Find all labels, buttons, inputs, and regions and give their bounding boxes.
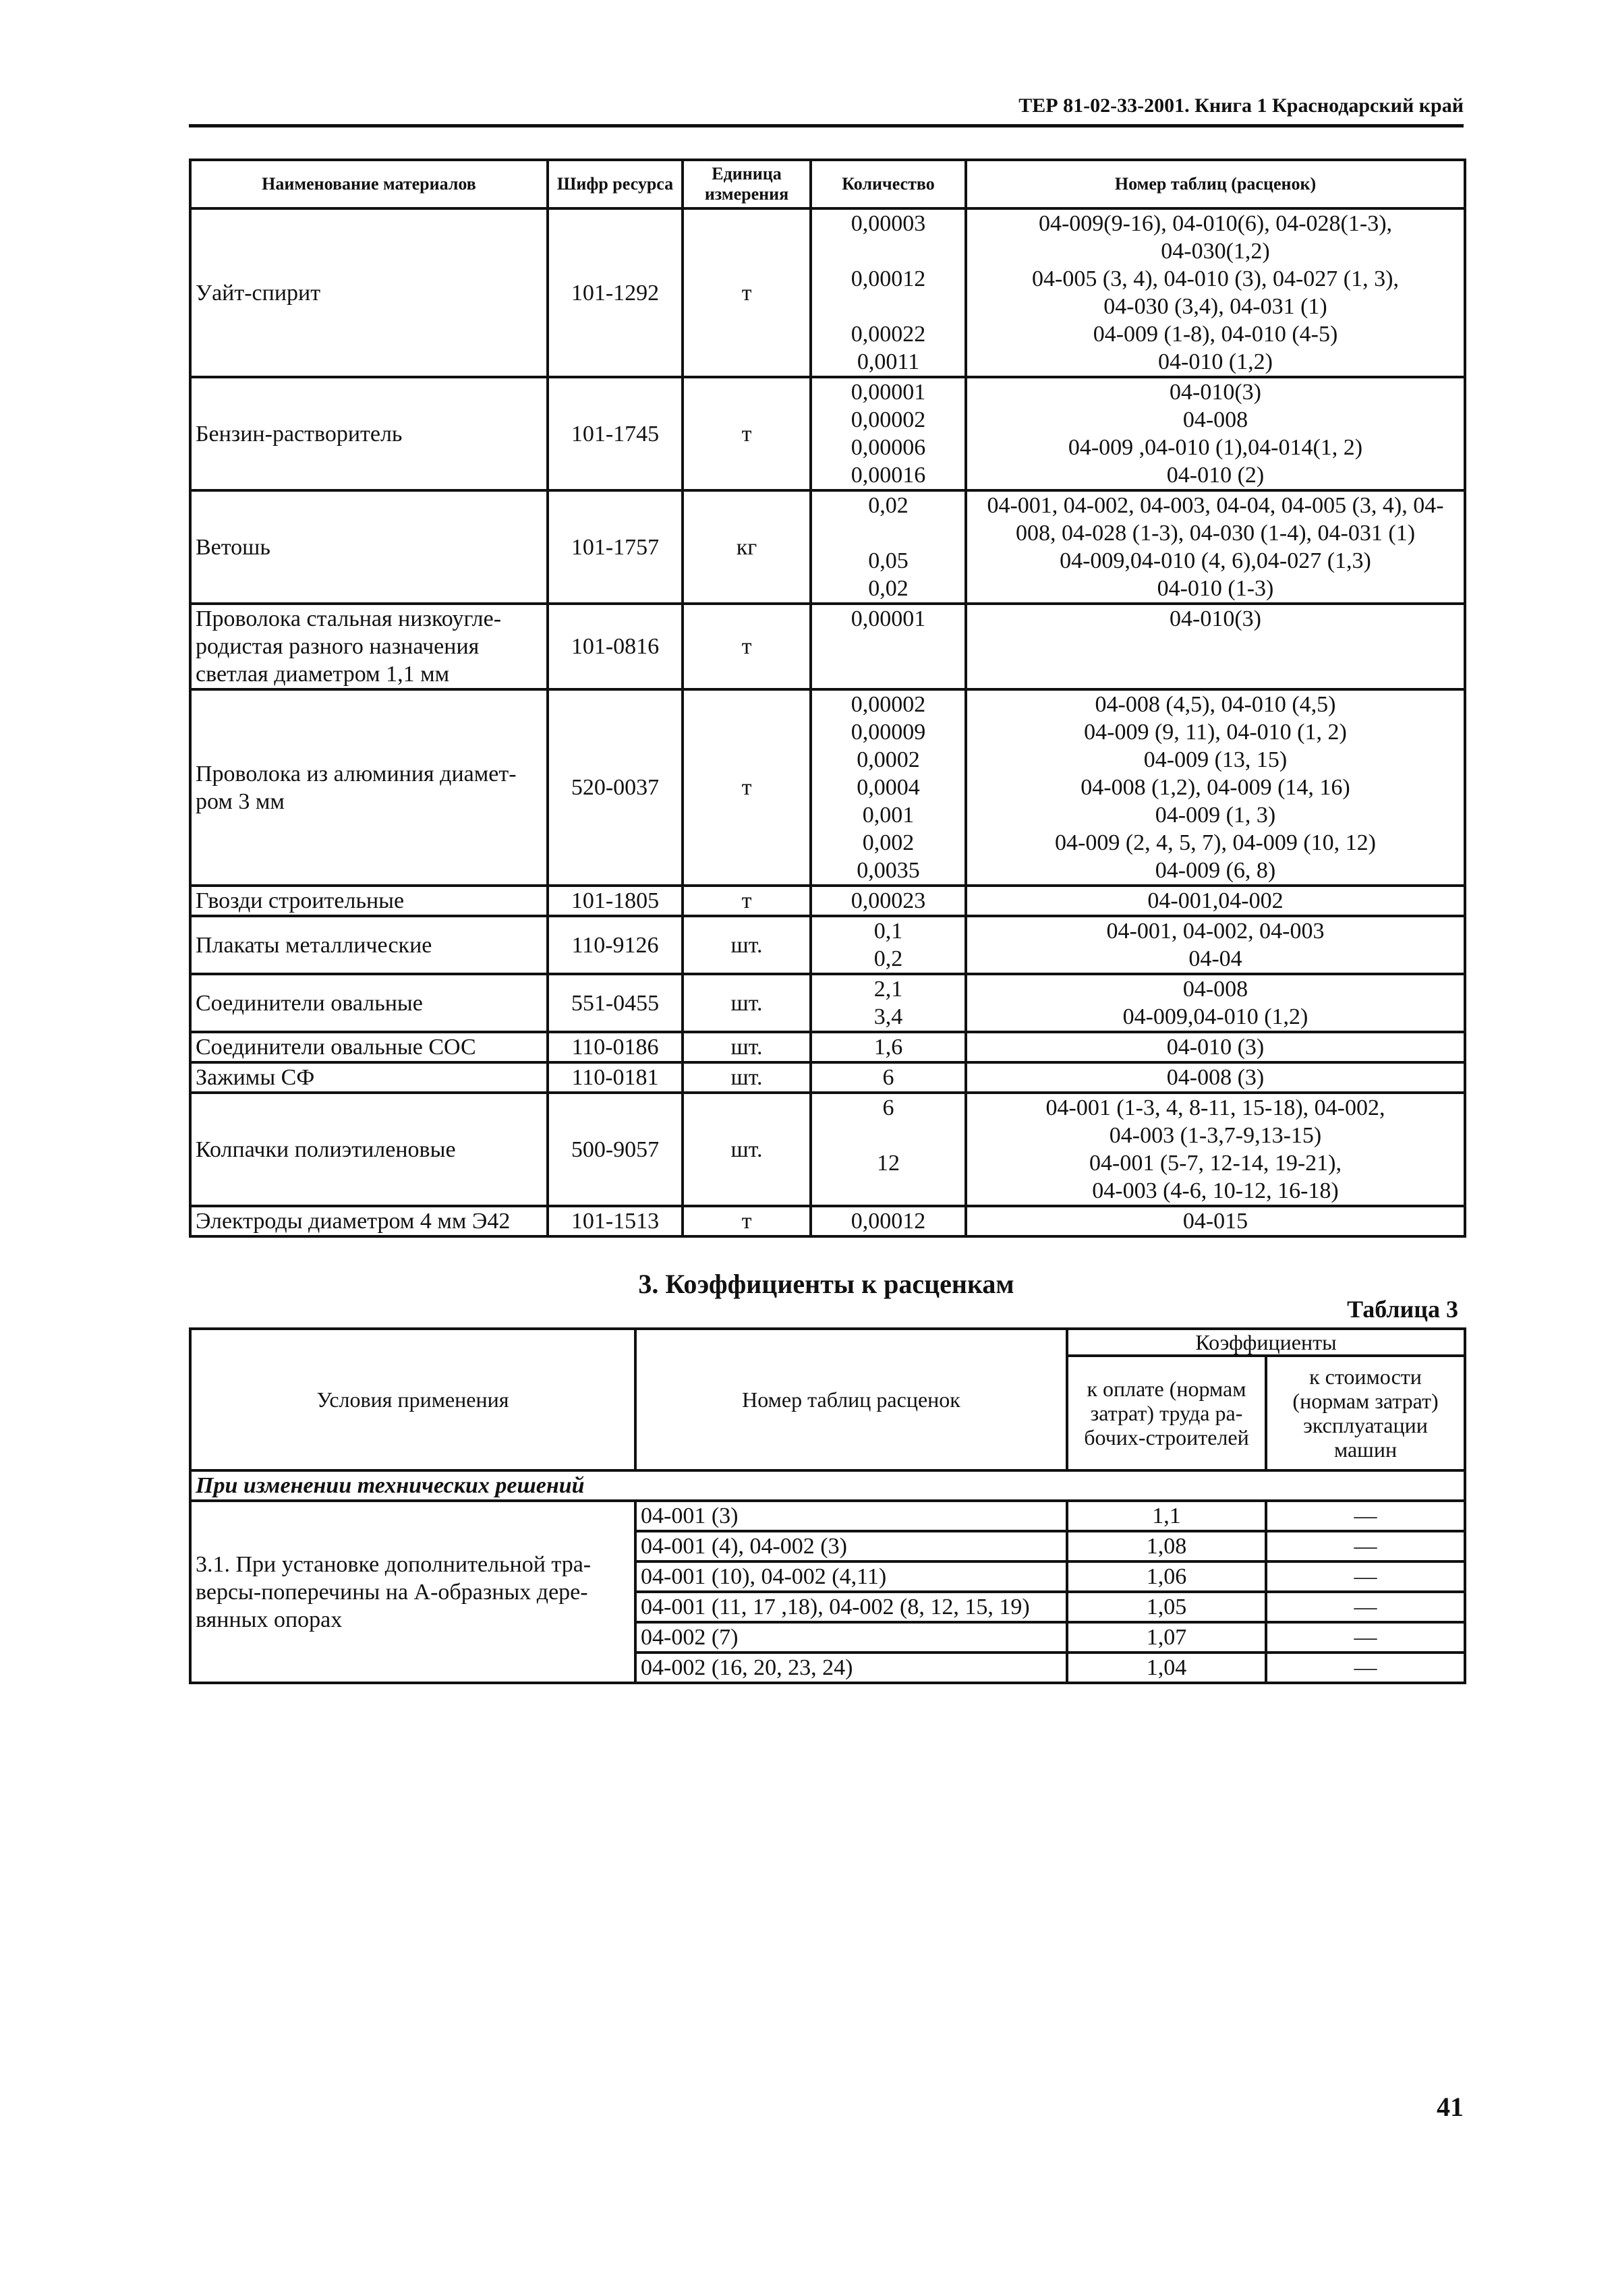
material-name: Проволока стальная низкоугле- родистая разного назначения светлая диаметром 1,1 мм bbox=[190, 604, 548, 689]
col-header-conditions: Условия применения bbox=[190, 1329, 635, 1470]
resource-code: 101-1745 bbox=[548, 377, 683, 490]
labor-coefficient: 1,06 bbox=[1067, 1561, 1266, 1592]
quantity: 6 bbox=[811, 1062, 966, 1093]
quantity: 0,00023 bbox=[811, 886, 966, 916]
quantity: 0,00003 0,00012 0,00022 0,0011 bbox=[811, 208, 966, 377]
resource-code: 101-1292 bbox=[548, 208, 683, 377]
unit: шт. bbox=[683, 1062, 811, 1093]
col-header-coefficients: Коэффициенты bbox=[1067, 1329, 1465, 1356]
machines-coefficient: — bbox=[1266, 1653, 1465, 1683]
labor-coefficient: 1,04 bbox=[1067, 1653, 1266, 1683]
col-header-code: Шифр ресурса bbox=[548, 160, 683, 208]
table-row bbox=[190, 916, 1465, 974]
resource-code: 520-0037 bbox=[548, 689, 683, 886]
rate-table-number: 04-001 (10), 04-002 (4,11) bbox=[635, 1561, 1067, 1592]
table-row bbox=[190, 377, 1465, 490]
unit: шт. bbox=[683, 916, 811, 974]
material-name: Колпачки полиэтиленовые bbox=[190, 1093, 548, 1206]
machines-coefficient: — bbox=[1266, 1592, 1465, 1622]
material-name: Соединители овальные bbox=[190, 974, 548, 1032]
rate-tables: 04-010(3) bbox=[966, 604, 1465, 689]
resource-code: 101-1805 bbox=[548, 886, 683, 916]
quantity: 0,00001 bbox=[811, 604, 966, 689]
unit: шт. bbox=[683, 1032, 811, 1062]
resource-code: 110-0186 bbox=[548, 1032, 683, 1062]
unit: т bbox=[683, 886, 811, 916]
machines-coefficient: — bbox=[1266, 1622, 1465, 1653]
section-title: 3. Коэффициенты к расценкам bbox=[638, 1269, 1014, 1299]
rate-tables: 04-001, 04-002, 04-003, 04-04, 04-005 (3, 4), 04- 008, 04-028 (1-3), 04-030 (1-4), 04-031 (1) 04-009,04-010 (4, 6),04-027 (1,3) 04-010 (1-3) bbox=[966, 490, 1465, 604]
table-row bbox=[190, 974, 1465, 1032]
unit: шт. bbox=[683, 1093, 811, 1206]
rate-tables: 04-001, 04-002, 04-003 04-04 bbox=[966, 916, 1465, 974]
resource-code: 101-0816 bbox=[548, 604, 683, 689]
col-header-labor: к оплате (нормам затрат) труда ра-бочих-строителей bbox=[1067, 1356, 1266, 1470]
unit: кг bbox=[683, 490, 811, 604]
rate-table-number: 04-001 (3) bbox=[635, 1501, 1067, 1531]
table-row bbox=[190, 1501, 1465, 1531]
material-name: Бензин-растворитель bbox=[190, 377, 548, 490]
materials-table bbox=[189, 159, 1466, 1238]
rate-tables: 04-010(3) 04-008 04-009 ,04-010 (1),04-014(1, 2) 04-010 (2) bbox=[966, 377, 1465, 490]
unit: шт. bbox=[683, 974, 811, 1032]
resource-code: 500-9057 bbox=[548, 1093, 683, 1206]
col-header-tables: Номер таблиц (расценок) bbox=[966, 160, 1465, 208]
col-header-unit: Единица измерения bbox=[683, 160, 811, 208]
col-header-machines: к стоимости (нормам затрат) эксплуатации машин bbox=[1266, 1356, 1465, 1470]
quantity: 1,6 bbox=[811, 1032, 966, 1062]
material-name: Уайт-спирит bbox=[190, 208, 548, 377]
material-name: Соединители овальные СОС bbox=[190, 1032, 548, 1062]
material-name: Ветошь bbox=[190, 490, 548, 604]
table-row bbox=[190, 689, 1465, 886]
rate-tables: 04-008 04-009,04-010 (1,2) bbox=[966, 974, 1465, 1032]
resource-code: 110-9126 bbox=[548, 916, 683, 974]
col-header-quantity: Количество bbox=[811, 160, 966, 208]
subheading: При изменении технических решений bbox=[190, 1470, 1465, 1501]
table-row bbox=[190, 1032, 1465, 1062]
rate-tables: 04-010 (3) bbox=[966, 1032, 1465, 1062]
quantity: 0,1 0,2 bbox=[811, 916, 966, 974]
quantity: 0,02 0,05 0,02 bbox=[811, 490, 966, 604]
material-name: Плакаты металлические bbox=[190, 916, 548, 974]
rate-tables: 04-001,04-002 bbox=[966, 886, 1465, 916]
material-name: Проволока из алюминия диамет- ром 3 мм bbox=[190, 689, 548, 886]
table-row bbox=[190, 208, 1465, 377]
rate-tables: 04-015 bbox=[966, 1206, 1465, 1236]
labor-coefficient: 1,08 bbox=[1067, 1531, 1266, 1561]
unit: т bbox=[683, 377, 811, 490]
table-label: Таблица 3 bbox=[1347, 1296, 1458, 1323]
unit: т bbox=[683, 208, 811, 377]
table-row bbox=[190, 604, 1465, 689]
material-name: Гвозди строительные bbox=[190, 886, 548, 916]
page-number: 41 bbox=[1437, 2092, 1464, 2122]
labor-coefficient: 1,1 bbox=[1067, 1501, 1266, 1531]
rate-tables: 04-008 (4,5), 04-010 (4,5) 04-009 (9, 11), 04-010 (1, 2) 04-009 (13, 15) 04-008 (1,2), 04-009 (14, 16) 04-009 (1, 3) 04-009 (2, 4, 5, 7), 04-009 (10, 12) 04-009 (6, 8) bbox=[966, 689, 1465, 886]
rate-table-number: 04-001 (4), 04-002 (3) bbox=[635, 1531, 1067, 1561]
rate-table-number: 04-002 (7) bbox=[635, 1622, 1067, 1653]
material-name: Зажимы СФ bbox=[190, 1062, 548, 1093]
quantity: 2,1 3,4 bbox=[811, 974, 966, 1032]
document-header: ТЕР 81-02-33-2001. Книга 1 Краснодарский край bbox=[189, 94, 1464, 127]
resource-code: 101-1513 bbox=[548, 1206, 683, 1236]
rate-table-number: 04-001 (11, 17 ,18), 04-002 (8, 12, 15, 19) bbox=[635, 1592, 1067, 1622]
resource-code: 101-1757 bbox=[548, 490, 683, 604]
rate-tables: 04-001 (1-3, 4, 8-11, 15-18), 04-002, 04-003 (1-3,7-9,13-15) 04-001 (5-7, 12-14, 19-21), 04-003 (4-6, 10-12, 16-18) bbox=[966, 1093, 1465, 1206]
table-row bbox=[190, 886, 1465, 916]
col-header-rate-tables: Номер таблиц расценок bbox=[635, 1329, 1067, 1470]
quantity: 0,00002 0,00009 0,0002 0,0004 0,001 0,002 0,0035 bbox=[811, 689, 966, 886]
unit: т bbox=[683, 604, 811, 689]
col-header-name: Наименование материалов bbox=[190, 160, 548, 208]
table-row bbox=[190, 490, 1465, 604]
unit: т bbox=[683, 689, 811, 886]
resource-code: 551-0455 bbox=[548, 974, 683, 1032]
resource-code: 110-0181 bbox=[548, 1062, 683, 1093]
table-row bbox=[190, 1206, 1465, 1236]
unit: т bbox=[683, 1206, 811, 1236]
machines-coefficient: — bbox=[1266, 1561, 1465, 1592]
table-row bbox=[190, 1062, 1465, 1093]
machines-coefficient: — bbox=[1266, 1501, 1465, 1531]
table-row bbox=[190, 1093, 1465, 1206]
quantity: 0,00001 0,00002 0,00006 0,00016 bbox=[811, 377, 966, 490]
machines-coefficient: — bbox=[1266, 1531, 1465, 1561]
coefficients-table bbox=[189, 1327, 1466, 1684]
quantity: 0,00012 bbox=[811, 1206, 966, 1236]
material-name: Электроды диаметром 4 мм Э42 bbox=[190, 1206, 548, 1236]
condition-text: 3.1. При установке дополнительной тра-версы-поперечины на А-образных дере-вянных опорах bbox=[190, 1501, 635, 1683]
labor-coefficient: 1,05 bbox=[1067, 1592, 1266, 1622]
quantity: 6 12 bbox=[811, 1093, 966, 1206]
rate-tables: 04-008 (3) bbox=[966, 1062, 1465, 1093]
rate-tables: 04-009(9-16), 04-010(6), 04-028(1-3), 04-030(1,2) 04-005 (3, 4), 04-010 (3), 04-027 (1, 3), 04-030 (3,4), 04-031 (1) 04-009 (1-8), 04-010 (4-5) 04-010 (1,2) bbox=[966, 208, 1465, 377]
labor-coefficient: 1,07 bbox=[1067, 1622, 1266, 1653]
rate-table-number: 04-002 (16, 20, 23, 24) bbox=[635, 1653, 1067, 1683]
